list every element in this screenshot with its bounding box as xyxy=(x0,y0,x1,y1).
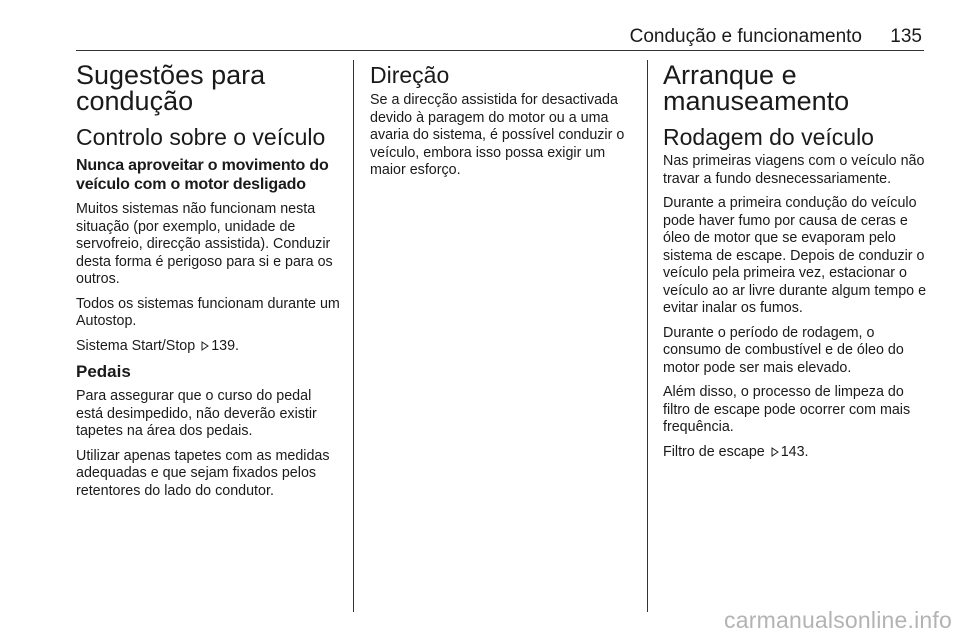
column-divider-2 xyxy=(647,60,648,612)
paragraph: Muitos sistemas não funcionam nesta situação (por exemplo, unidade de servofreio, direcção assistida). Conduzir desta forma é perigoso para si e para os outros. xyxy=(76,201,333,287)
paragraph: Nas primeiras viagens com o veículo não travar a fundo desnecessariamente. xyxy=(663,153,925,187)
paragraph: Utilizar apenas tapetes com as medidas adequadas e que sejam fixados pelos retentores do lado do condutor. xyxy=(76,447,330,499)
subsection-heading: Pedais xyxy=(76,362,131,381)
triangle-right-outline-icon xyxy=(201,341,209,351)
xref-page-link[interactable]: 143. xyxy=(780,443,809,460)
section-subtitle: Controlo sobre o veículo xyxy=(76,124,326,150)
section-subtitle: Rodagem do veículo xyxy=(663,124,874,150)
page-header xyxy=(76,26,924,50)
subsection-heading: Nunca aproveitar o movimento do veículo com o motor desligado xyxy=(76,157,329,193)
column-divider-1 xyxy=(353,60,354,612)
header-rule xyxy=(76,50,924,51)
paragraph: Para assegurar que o curso do pedal está desimpedido, não deverão existir tapetes na área dos pedais. xyxy=(76,388,317,439)
section-title: Arranque e manuseamento xyxy=(663,60,850,116)
paragraph: Se a direcção assistida for desactivada devido à paragem do motor ou a uma avaria do sistema, é possível conduzir o veículo, embora isso possa exigir um maior esforço. xyxy=(370,92,625,178)
paragraph: Durante o período de rodagem, o consumo de combustível e de óleo do motor pode ser mais elevado. xyxy=(663,324,904,376)
triangle-right-outline-icon xyxy=(771,447,779,457)
header-title: Condução e funcionamento xyxy=(629,26,862,47)
paragraph: Todos os sistemas funcionam durante um Autostop. xyxy=(76,295,340,329)
xref-page-link[interactable]: 139. xyxy=(211,337,240,354)
column-middle xyxy=(370,62,634,187)
paragraph-xref xyxy=(663,444,927,462)
section-title: Sugestões para condução xyxy=(76,60,266,116)
xref-text: Sistema Start/Stop xyxy=(76,337,196,354)
paragraph: Durante a primeira condução do veículo pode haver fumo por causa de ceras e óleo de motor que se evaporam pelo sistema de escape. Depois de conduzir o veículo pela primeira vez, estacionar o veículo ao ar livre durante algum tempo e evitar inalar os fumos. xyxy=(663,195,927,316)
column-right xyxy=(663,62,927,468)
section-heading: Direção xyxy=(370,62,450,88)
paragraph-xref xyxy=(76,338,340,356)
xref-text: Filtro de escape xyxy=(663,443,765,460)
paragraph: Além disso, o processo de limpeza do filtro de escape pode ocorrer com mais frequência. xyxy=(663,384,911,435)
page-number: 135 xyxy=(890,26,922,47)
watermark: carmanualsonline.info xyxy=(724,607,952,633)
column-left xyxy=(76,62,340,507)
